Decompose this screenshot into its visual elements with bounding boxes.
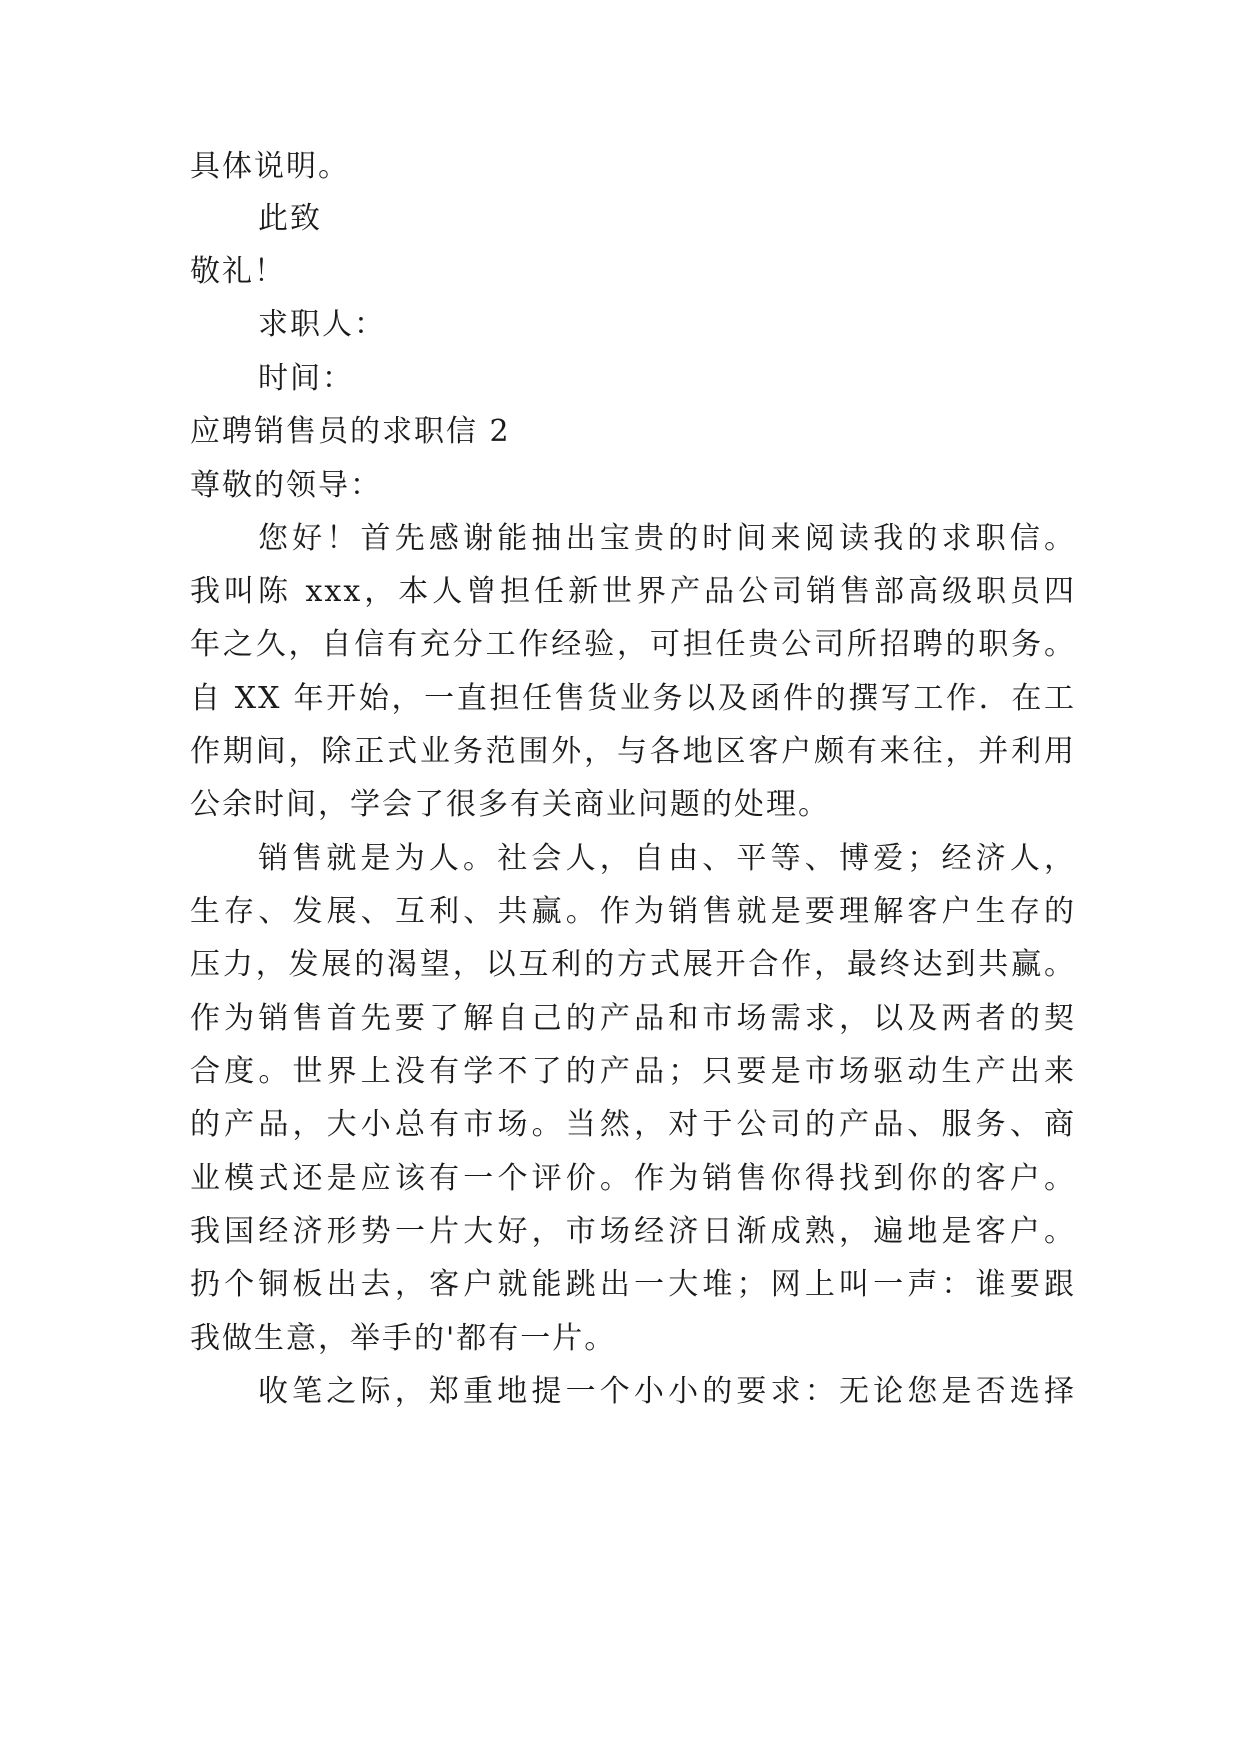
- paragraph-2-line-8: 我国经济形势一片大好，市场经济日渐成熟，遍地是客户。: [190, 1214, 1076, 1249]
- paragraph-2-line-3: 压力，发展的渴望，以互利的方式展开合作，最终达到共赢。: [190, 947, 1076, 982]
- applicant-signature: 求职人：: [258, 307, 386, 342]
- paragraph-3-line-1: 收笔之际，郑重地提一个小小的要求：无论您是否选择: [258, 1374, 1076, 1409]
- paragraph-2-line-10: 我做生意，举手的'都有一片。: [190, 1321, 617, 1356]
- paragraph-2-line-9: 扔个铜板出去，客户就能跳出一大堆；网上叫一声：谁要跟: [190, 1267, 1076, 1302]
- closing-salutation: 此致: [258, 201, 322, 236]
- date-line: 时间：: [258, 361, 354, 396]
- greeting: 尊敬的领导：: [190, 468, 382, 503]
- paragraph-1-line-3: 年之久，自信有充分工作经验，可担任贵公司所招聘的职务。: [190, 627, 1076, 662]
- paragraph-1-line-1: 您好！首先感谢能抽出宝贵的时间来阅读我的求职信。: [258, 521, 1076, 556]
- letter-title: 应聘销售员的求职信 2: [190, 414, 511, 449]
- paragraph-2-line-1: 销售就是为人。社会人，自由、平等、博爱；经济人，: [258, 841, 1076, 876]
- paragraph-2-line-5: 合度。世界上没有学不了的产品；只要是市场驱动生产出来: [190, 1054, 1076, 1089]
- text-line-1: 具体说明。: [190, 149, 350, 184]
- paragraph-1-line-5: 作期间，除正式业务范围外，与各地区客户颇有来往，并利用: [190, 734, 1076, 769]
- closing-regards: 敬礼！: [190, 254, 286, 289]
- paragraph-2-line-7: 业模式还是应该有一个评价。作为销售你得找到你的客户。: [190, 1161, 1076, 1196]
- paragraph-2-line-6: 的产品，大小总有市场。当然，对于公司的产品、服务、商: [190, 1107, 1076, 1142]
- paragraph-1-line-4: 自 XX 年开始，一直担任售货业务以及函件的撰写工作．在工: [190, 681, 1076, 716]
- paragraph-1-line-2: 我叫陈 xxx，本人曾担任新世界产品公司销售部高级职员四: [190, 574, 1076, 609]
- paragraph-1-line-6: 公余时间，学会了很多有关商业问题的处理。: [190, 787, 830, 822]
- paragraph-2-line-2: 生存、发展、互利、共赢。作为销售就是要理解客户生存的: [190, 894, 1076, 929]
- paragraph-2-line-4: 作为销售首先要了解自己的产品和市场需求，以及两者的契: [190, 1001, 1076, 1036]
